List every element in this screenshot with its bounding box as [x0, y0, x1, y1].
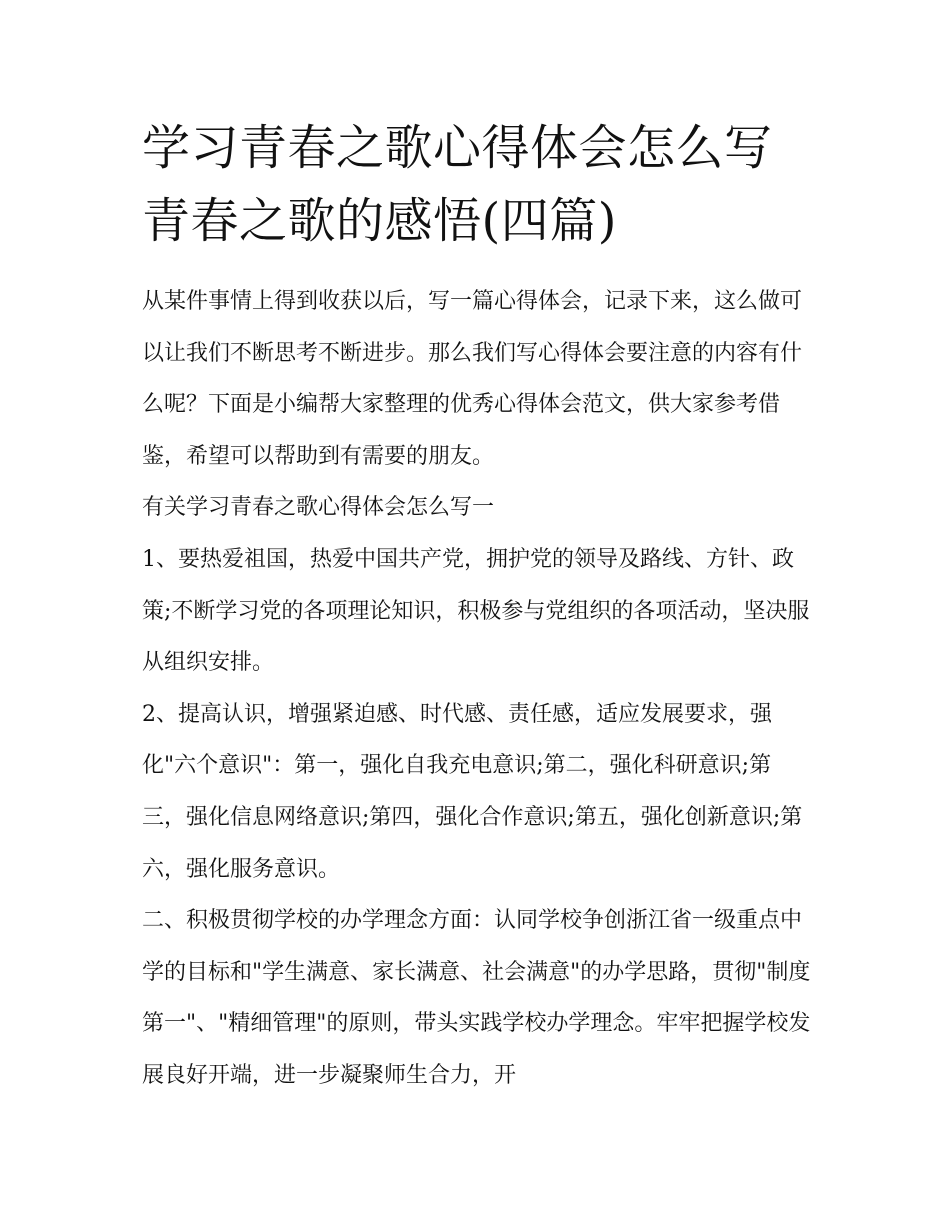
section-heading: 有关学习青春之歌心得体会怎么写一 — [142, 495, 495, 521]
document-title: 学习青春之歌心得体会怎么写青春之歌的感悟(四篇) — [142, 120, 773, 249]
intro-paragraph: 从某件事情上得到收获以后，写一篇心得体会，记录下来，这么做可以让我们不断思考不断进步。那么我们写心得体会要注意的内容有什么呢？下面是小编帮大家整理的优秀心得体会范文，供大家参考借鉴，希望可以帮助到有需要的朋友。 — [142, 289, 803, 469]
body-paragraph-3: 二、积极贯彻学校的办学理念方面：认同学校争创浙江省一级重点中学的目标和"学生满意、家长满意、社会满意"的办学思路，贯彻"制度第一"、"精细管理"的原则，带头实践学校办学理念。牢牢把握学校发展良好开端，进一步凝聚师生合力，开 — [142, 908, 811, 1088]
body-paragraph-1: 1、要热爱祖国，热爱中国共产党，拥护党的领导及路线、方针、政策;不断学习党的各项理论知识，积极参与党组织的各项活动，坚决服从组织安排。 — [142, 546, 810, 676]
document-body — [142, 112, 812, 1102]
body-paragraph-2: 2、提高认识，增强紧迫感、时代感、责任感，适应发展要求，强化"六个意识"：第一，强化自我充电意识;第二，强化科研意识;第三，强化信息网络意识;第四，强化合作意识;第五，强化创新意识;第六，强化服务意识。 — [142, 701, 803, 882]
